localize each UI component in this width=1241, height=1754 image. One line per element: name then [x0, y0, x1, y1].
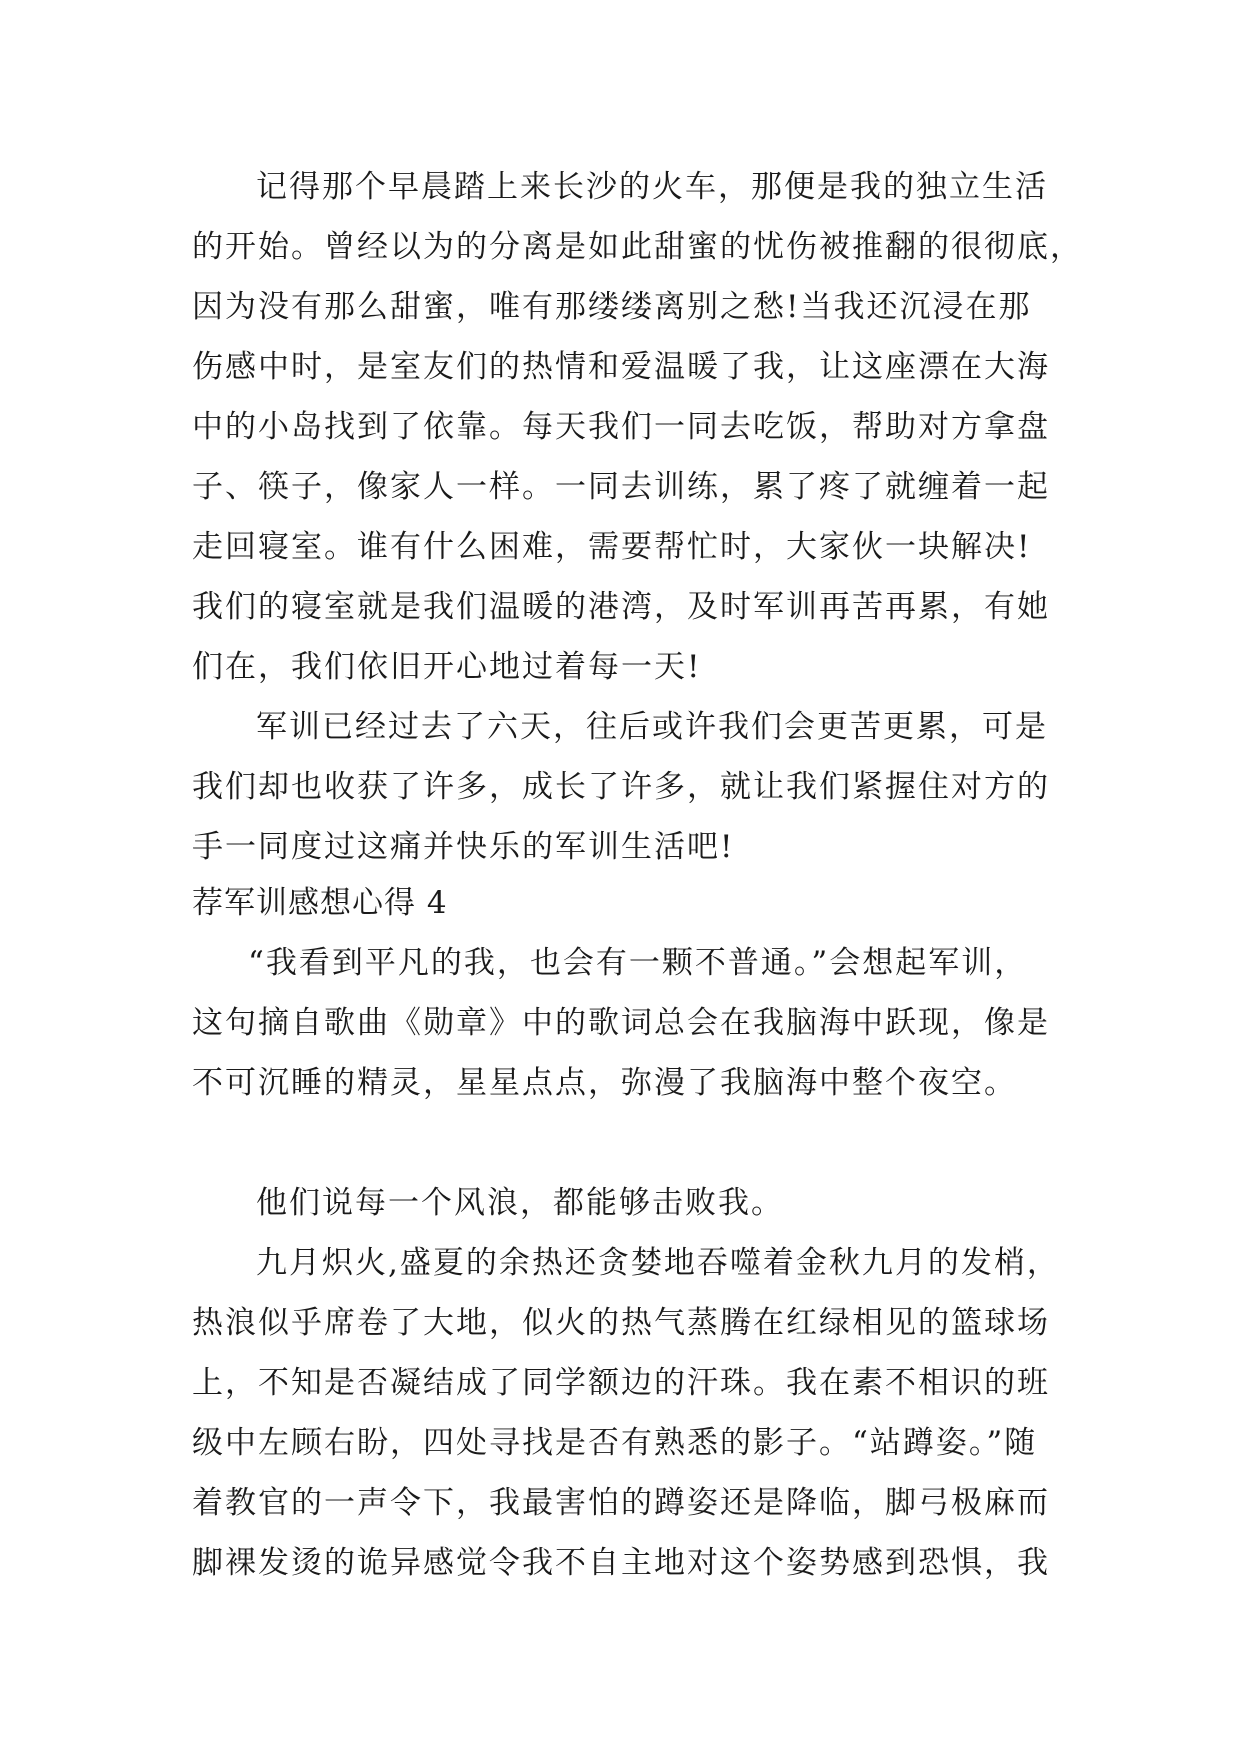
paragraph-line: 这句摘自歌曲《勋章》中的歌词总会在我脑海中跃现，像是	[192, 1005, 1050, 1041]
paragraph-line: 脚裸发烫的诡异感觉令我不自主地对这个姿势感到恐惧，我	[192, 1545, 1050, 1581]
paragraph-line: 们在，我们依旧开心地过着每一天!	[192, 649, 702, 685]
section-heading: 荐军训感想心得 4	[192, 885, 448, 921]
paragraph-line: 上，不知是否凝结成了同学额边的汗珠。我在素不相识的班	[192, 1365, 1050, 1401]
paragraph-line: 子、筷子，像家人一样。一同去训练，累了疼了就缠着一起	[192, 469, 1050, 505]
paragraph-line: 热浪似乎席卷了大地，似火的热气蒸腾在红绿相见的篮球场	[192, 1305, 1050, 1341]
paragraph-line: 中的小岛找到了依靠。每天我们一同去吃饭，帮助对方拿盘	[192, 409, 1050, 445]
paragraph-line: “我看到平凡的我，也会有一颗不普通。”会想起军训，	[248, 945, 1028, 981]
paragraph-line: 我们却也收获了许多，成长了许多，就让我们紧握住对方的	[192, 769, 1050, 805]
paragraph-line: 记得那个早晨踏上来长沙的火车，那便是我的独立生活	[256, 169, 1048, 205]
paragraph-line: 走回寝室。谁有什么困难，需要帮忙时，大家伙一块解决!	[192, 529, 1032, 565]
paragraph-line: 我们的寝室就是我们温暖的港湾，及时军训再苦再累，有她	[192, 589, 1050, 625]
paragraph-line: 级中左顾右盼，四处寻找是否有熟悉的影子。“站蹲姿。”随	[192, 1425, 1038, 1461]
paragraph-line: 着教官的一声令下，我最害怕的蹲姿还是降临，脚弓极麻而	[192, 1485, 1050, 1521]
paragraph-line: 九月炽火,盛夏的余热还贪婪地吞噬着金秋九月的发梢，	[256, 1245, 1060, 1281]
paragraph-line: 不可沉睡的精灵，星星点点，弥漫了我脑海中整个夜空。	[192, 1065, 1017, 1101]
paragraph-line: 因为没有那么甜蜜，唯有那缕缕离别之愁!当我还沉浸在那	[192, 289, 1032, 325]
paragraph-line: 的开始。曾经以为的分离是如此甜蜜的忧伤被推翻的很彻底，	[192, 229, 1083, 265]
paragraph-line: 手一同度过这痛并快乐的军训生活吧!	[192, 829, 735, 865]
paragraph-line: 伤感中时，是室友们的热情和爱温暖了我，让这座漂在大海	[192, 349, 1050, 385]
paragraph-line: 他们说每一个风浪，都能够击败我。	[256, 1185, 784, 1221]
paragraph-line: 军训已经过去了六天，往后或许我们会更苦更累，可是	[256, 709, 1048, 745]
